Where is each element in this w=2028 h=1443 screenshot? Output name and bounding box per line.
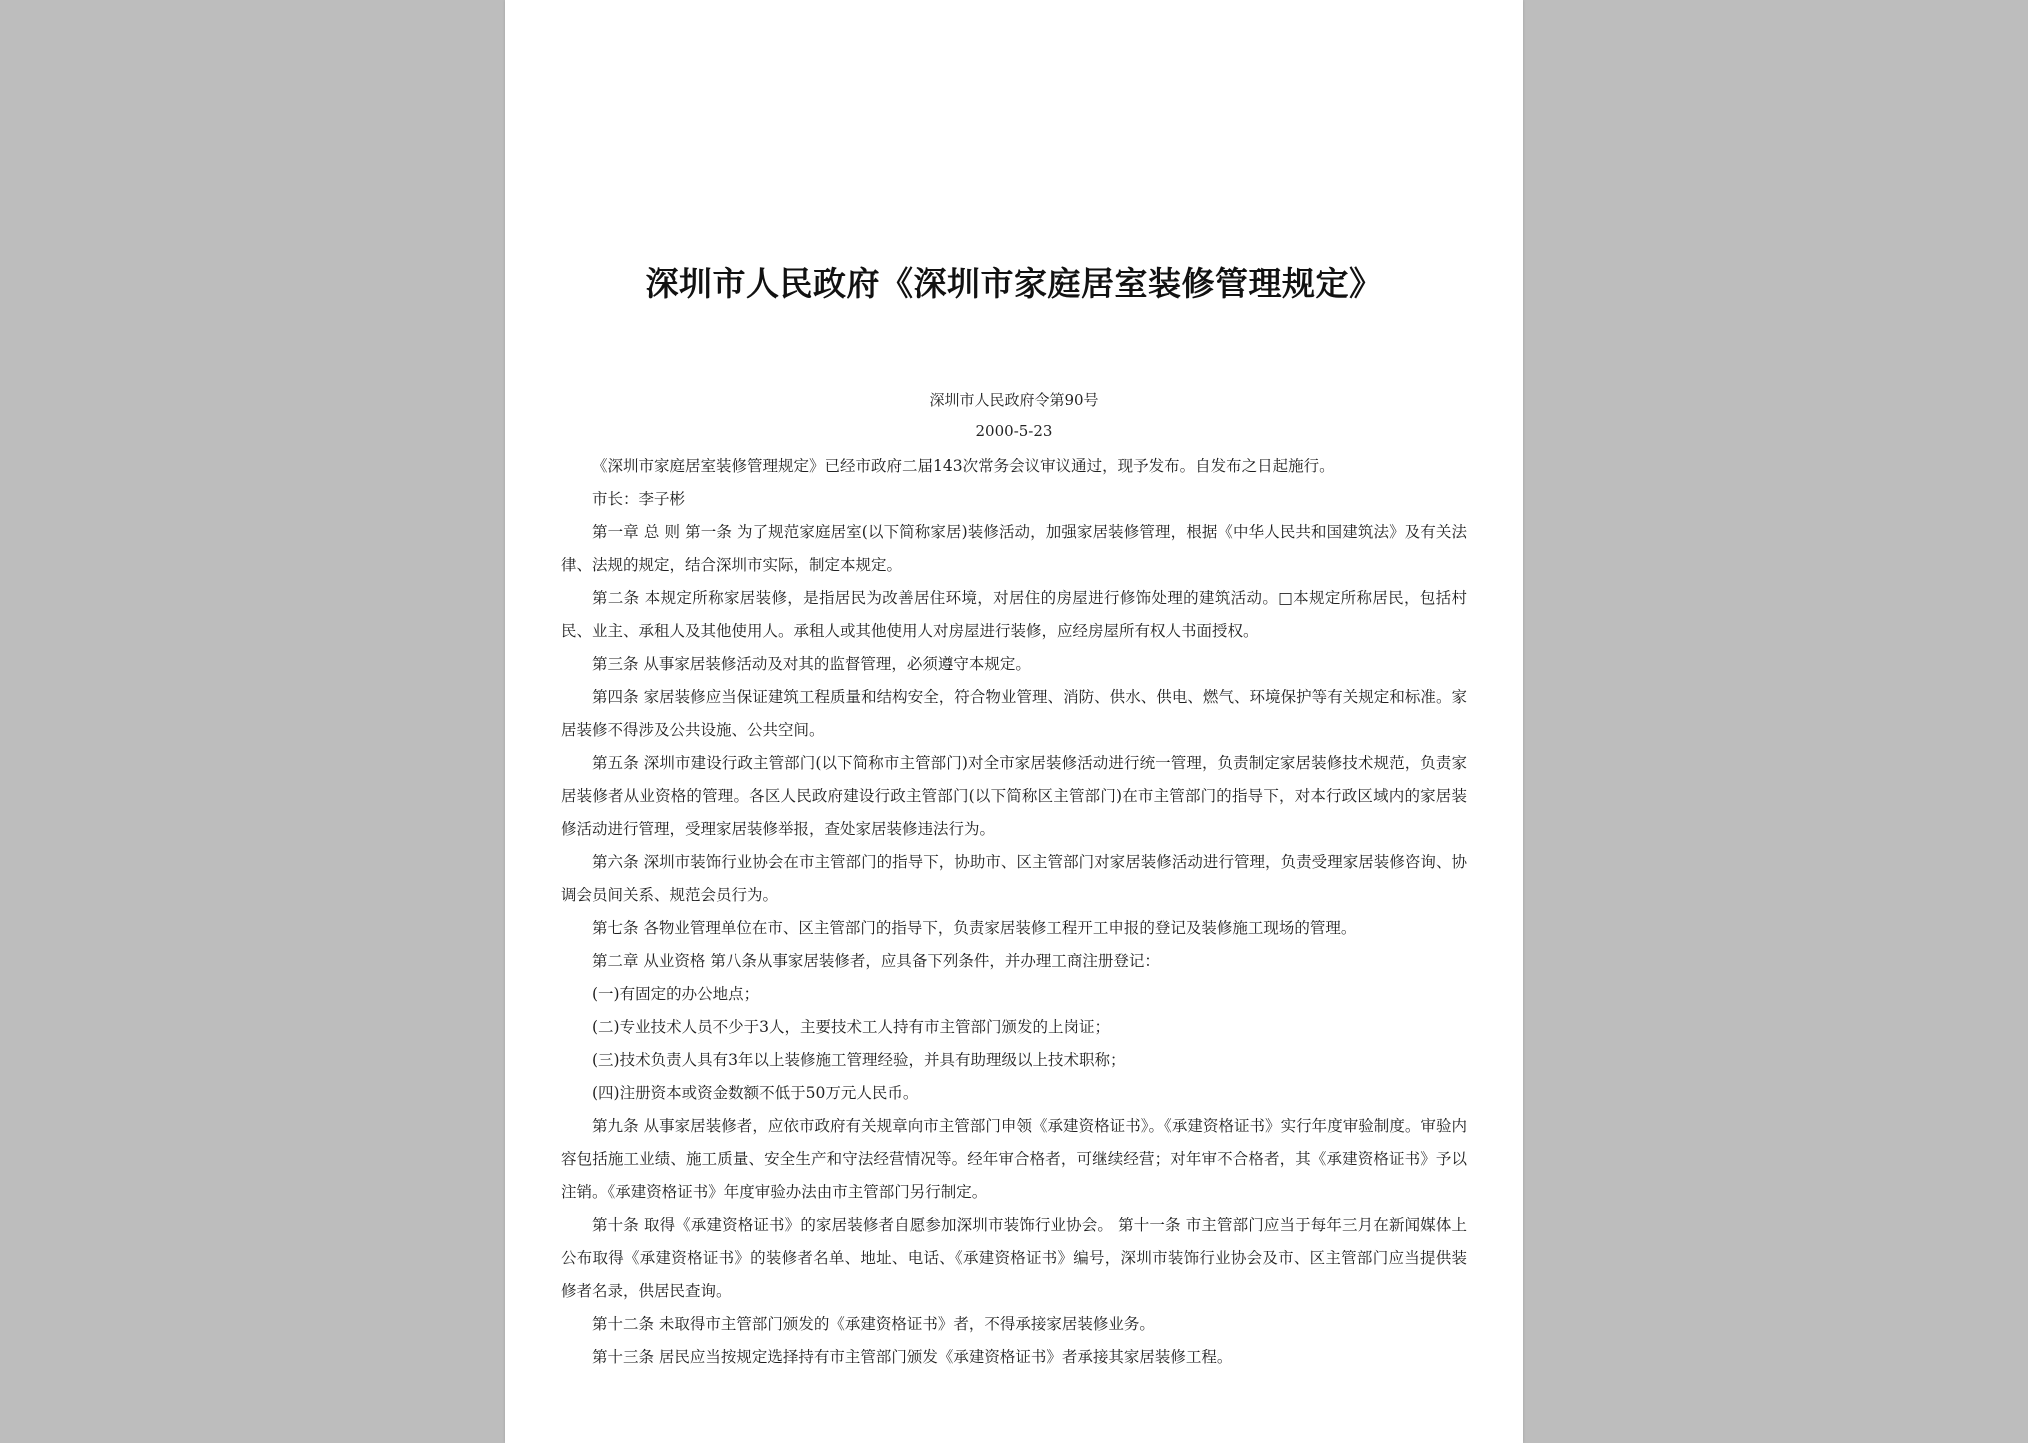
paragraph: (四)注册资本或资金数额不低于50万元人民币。 bbox=[592, 1084, 919, 1102]
paragraph: 第五条 深圳市建设行政主管部门(以下简称市主管部门)对全市家居装修活动进行统一管理，负责制定家居装修技术规范，负责家居装修者从业资格的管理。各区人民政府建设行政主管部门(以下简称区主管部门)在市主管部门的指导下，对本行政区域内的家居装修活动进行管理，受理家居装修举报，查处家居装修违法行为。 bbox=[561, 754, 1467, 838]
paragraph: 第七条 各物业管理单位在市、区主管部门的指导下，负责家居装修工程开工申报的登记及装修施工现场的管理。 bbox=[592, 919, 1357, 937]
paragraph: 市长：李子彬 bbox=[592, 490, 686, 508]
paragraph: 第九条 从事家居装修者，应依市政府有关规章向市主管部门申领《承建资格证书》。《承建资格证书》实行年度审验制度。审验内容包括施工业绩、施工质量、安全生产和守法经营情况等。经年审合格者，可继续经营；对年审不合格者，其《承建资格证书》予以注销。《承建资格证书》年度审验办法由市主管部门另行制定。 bbox=[561, 1117, 1467, 1201]
paragraph: 第二条 本规定所称家居装修，是指居民为改善居住环境，对居住的房屋进行修饰处理的建筑活动。□本规定所称居民，包括村民、业主、承租人及其他使用人。承租人或其他使用人对房屋进行装修，应经房屋所有权人书面授权。 bbox=[561, 589, 1467, 640]
paragraph: 第四条 家居装修应当保证建筑工程质量和结构安全，符合物业管理、消防、供水、供电、燃气、环境保护等有关规定和标准。家居装修不得涉及公共设施、公共空间。 bbox=[561, 688, 1467, 739]
paragraph: 第三条 从事家居装修活动及对其的监督管理，必须遵守本规定。 bbox=[592, 655, 1031, 673]
paragraph: (二)专业技术人员不少于3人，主要技术工人持有市主管部门颁发的上岗证； bbox=[592, 1018, 1110, 1036]
document-page bbox=[505, 0, 1523, 1443]
paragraph: 第十二条 未取得市主管部门颁发的《承建资格证书》者，不得承接家居装修业务。 bbox=[592, 1315, 1155, 1333]
issue-date: 2000-5-23 bbox=[975, 422, 1053, 440]
paragraph: (三)技术负责人具有3年以上装修施工管理经验，并具有助理级以上技术职称； bbox=[592, 1051, 1126, 1069]
paragraph: 第六条 深圳市装饰行业协会在市主管部门的指导下，协助市、区主管部门对家居装修活动进行管理，负责受理家居装修咨询、协调会员间关系、规范会员行为。 bbox=[561, 853, 1467, 904]
paragraph: 第二章 从业资格 第八条从事家居装修者，应具备下列条件，并办理工商注册登记： bbox=[592, 952, 1160, 970]
document-title: 深圳市人民政府《深圳市家庭居室装修管理规定》 bbox=[645, 264, 1383, 303]
paragraph: 第十三条 居民应当按规定选择持有市主管部门颁发《承建资格证书》者承接其家居装修工程。 bbox=[592, 1348, 1233, 1366]
order-number: 深圳市人民政府令第90号 bbox=[929, 391, 1099, 409]
paragraph: 第一章 总 则 第一条 为了规范家庭居室(以下简称家居)装修活动，加强家居装修管理，根据《中华人民共和国建筑法》及有关法律、法规的规定，结合深圳市实际，制定本规定。 bbox=[561, 523, 1467, 574]
paragraph: (一)有固定的办公地点； bbox=[592, 985, 760, 1003]
document-body bbox=[561, 450, 1467, 1374]
paragraph: 《深圳市家庭居室装修管理规定》已经市政府二届143次常务会议审议通过，现予发布。自发布之日起施行。 bbox=[592, 457, 1335, 475]
paragraph: 第十条 取得《承建资格证书》的家居装修者自愿参加深圳市装饰行业协会。 第十一条 市主管部门应当于每年三月在新闻媒体上公布取得《承建资格证书》的装修者名单、地址、电话、《承建资格证书》编号，深圳市装饰行业协会及市、区主管部门应当提供装修者名录，供居民查询。 bbox=[561, 1216, 1467, 1300]
